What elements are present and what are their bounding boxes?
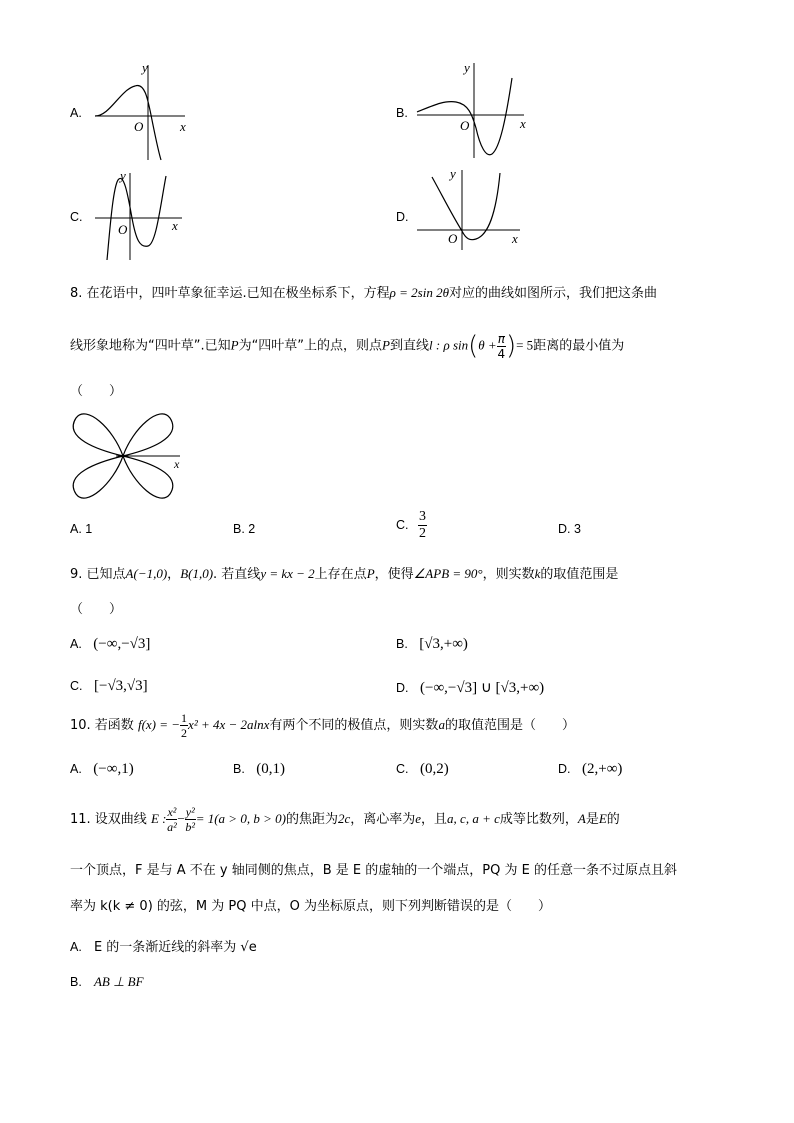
q10-stem: 10. 若函数 f(x) = − $\frac{1}{2}$ x² + 4x − 2alnx有两个不同的极值点，则实数a的取值范围是（ ） — [70, 711, 575, 740]
q8-line2: 线形象地称为“四叶草”.已知P为“四叶草”上的点，则点P到直线l : ρ sin(θ + $\frac{\pi}{4}$ )= 5距离的最小值为 — [70, 331, 625, 361]
svg-text:O: O — [460, 118, 470, 133]
q7-graph-d — [412, 165, 532, 253]
q10-choice-c[interactable]: C. (0,2) — [396, 761, 449, 777]
q8-line1: 8. 在花语中，四叶草象征幸运.已知在极坐标系下，方程ρ = 2sin 2θ对应的曲线如图所示，我们把这条曲 — [70, 285, 658, 301]
q8-choice-b[interactable]: B. 2 — [233, 522, 256, 536]
svg-text:x: x — [172, 218, 178, 233]
q7-option-c-label: C. — [70, 210, 83, 224]
q7-option-a-label: A. — [70, 106, 82, 120]
q7-option-d-label: D. — [396, 210, 409, 224]
q7-option-b-label: B. — [396, 106, 408, 120]
svg-text:O: O — [118, 222, 128, 237]
q9-choice-b[interactable]: B. [√3,+∞) — [396, 636, 468, 652]
q7a-x: x — [180, 119, 186, 134]
q7-graph-b — [412, 58, 532, 163]
q9-blank: （ ） — [70, 602, 123, 617]
q8-choice-c[interactable]: C. $\frac{3}{2}$ — [396, 509, 426, 541]
q9-choice-a[interactable]: A. (−∞,−√3] — [70, 636, 151, 652]
q8-four-leaf-figure — [68, 408, 194, 504]
q11-line3: 率为 k(k ≠ 0) 的弦，M 为 PQ 中点，O 为坐标原点，则下列判断错误的是（ ） — [70, 899, 551, 914]
svg-text:x: x — [512, 231, 518, 246]
q7-graph-c — [90, 168, 200, 263]
svg-text:O: O — [448, 231, 458, 246]
q11-line1: 11. 设双曲线 E : $\frac{\text{x²}}{\text{a²}}$ − $\frac{\text{y²}}{\text{b²}}$ = 1(a > 0, b > 0)的焦距为2c，离心率为e，且a, c, a + c成等比数列，A是E的 — [70, 805, 620, 834]
q10-choice-b[interactable]: B. (0,1) — [233, 761, 286, 777]
q10-choice-a[interactable]: A. (−∞,1) — [70, 761, 134, 777]
svg-text:y: y — [464, 60, 470, 75]
q7-graph-a — [90, 60, 200, 165]
q11-line2: 一个顶点，F 是与 A 不在 y 轴同侧的焦点，B 是 E 的虚轴的一个端点，PQ 为 E 的任意一条不过原点且斜 — [70, 863, 677, 878]
svg-text:y: y — [120, 168, 126, 183]
q10-choice-d[interactable]: D. (2,+∞) — [558, 761, 623, 777]
q8-choice-a[interactable]: A. 1 — [70, 522, 93, 536]
q9-choice-d[interactable]: D. (−∞,−√3] ∪ [√3,+∞) — [396, 680, 545, 696]
q9-stem: 9. 已知点A(−1,0)，B(1,0). 若直线y = kx − 2上存在点P，使得∠APB = 90°，则实数k的取值范围是 — [70, 566, 619, 582]
svg-text:y: y — [450, 166, 456, 181]
q11-choice-b[interactable]: B. AB ⊥ BF — [70, 974, 144, 989]
q7a-o: O — [134, 119, 144, 134]
q8-choice-d[interactable]: D. 3 — [558, 522, 581, 536]
q8-figure-x: x — [174, 457, 180, 471]
q9-choice-c[interactable]: C. [−√3,√3] — [70, 678, 148, 694]
q11-choice-a[interactable]: A. E 的一条渐近线的斜率为 √e — [70, 940, 257, 955]
q7a-y: y — [142, 60, 148, 75]
q8-blank: （ ） — [70, 384, 123, 399]
svg-text:x: x — [520, 116, 526, 131]
